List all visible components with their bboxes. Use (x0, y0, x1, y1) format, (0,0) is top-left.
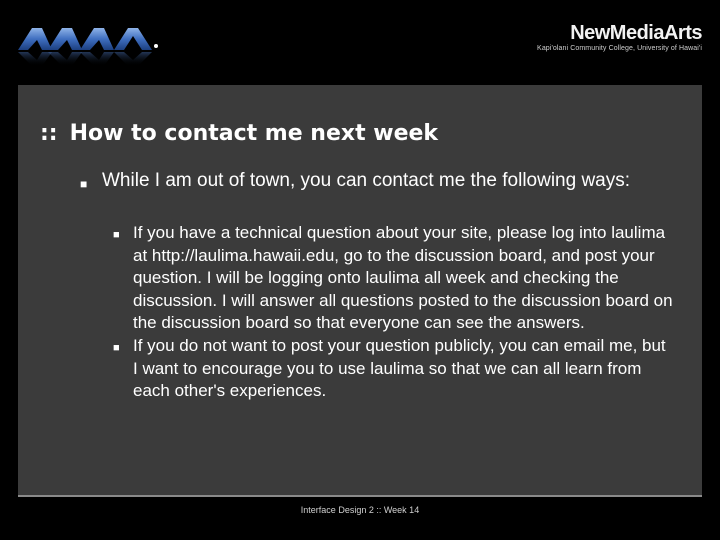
bullet-text: While I am out of town, you can contact me the following ways: (102, 170, 631, 191)
brand-name: NewMediaArts (570, 22, 702, 44)
list-item (113, 335, 673, 403)
square-bullet-icon: ■ (113, 229, 120, 241)
slide-title (40, 120, 438, 148)
slide-footer: Interface Design 2 :: Week 14 (300, 505, 420, 515)
brand-subtitle: Kapi'olani Community College, University of Hawai'i (537, 45, 702, 52)
newmediaarts-logo (537, 22, 702, 53)
sub-bullet-list (113, 222, 673, 403)
title-marker: :: (40, 121, 58, 146)
nma-logo-icon (18, 20, 163, 70)
slide-title-text: How to contact me next week (69, 121, 439, 146)
bullet-list (80, 169, 640, 193)
square-bullet-icon: ■ (80, 177, 88, 191)
list-item (113, 222, 673, 335)
sub-bullet-text: If you do not want to post your question publicly, you can email me, but I want to encourage you to use laulima so that we can all learn from each other's experiences. (133, 335, 666, 401)
square-bullet-icon: ■ (113, 341, 120, 354)
list-item (80, 169, 640, 193)
content-panel (18, 85, 702, 497)
nma-logo (18, 20, 163, 70)
sub-bullet-text: If you have a technical question about your site, please log into laulima at http://laulima.hawaii.edu, go to the discussion board, and post your question. I will be logging onto laulima all week and checking the discussion. I will answer all questions posted to the discussion board on the discussion board so that everyone can see the answers. (133, 223, 673, 333)
